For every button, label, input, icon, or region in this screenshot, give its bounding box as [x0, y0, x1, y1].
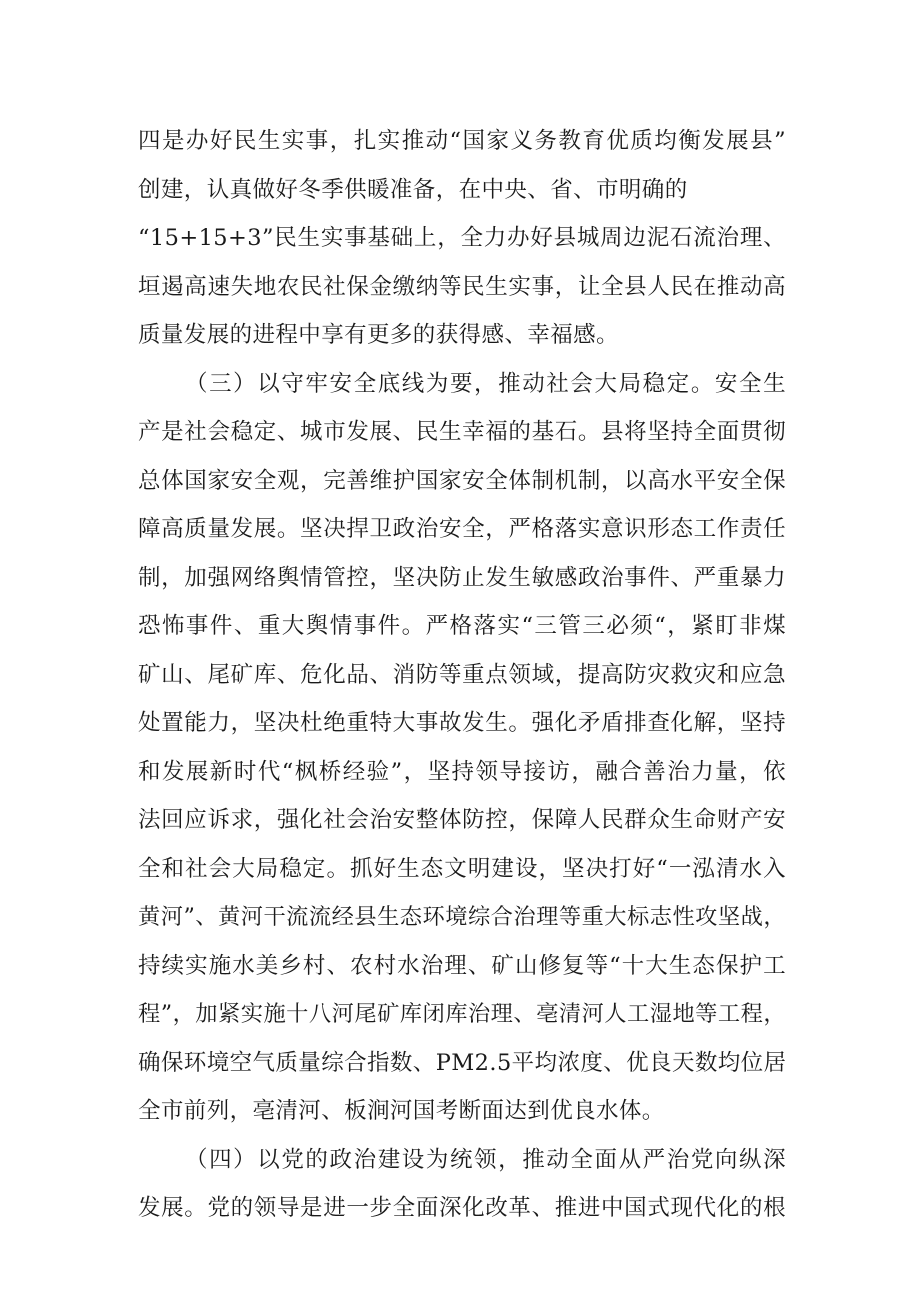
text-line: 创建，认真做好冬季供暖准备，在中央、省、市明确的	[138, 176, 688, 203]
text-line: 全和社会大局稳定。抓好生态文明建设，坚决打好“一泓清水入	[138, 855, 786, 882]
text-line: 和发展新时代“枫桥经验”，坚持领导接访，融合善治力量，依	[138, 758, 786, 785]
text-line: 四是办好民生实事，扎实推动“国家义务教育优质均衡发展县”	[138, 128, 786, 154]
text-line: 全市前列，亳清河、板涧河国考断面达到优良水体。	[138, 1098, 665, 1124]
text-line: 质量发展的进程中享有更多的获得感、幸福感。	[138, 322, 619, 348]
text-line: 黄河”、黄河干流流经县生态环境综合治理等重大标志性攻坚战，	[138, 904, 786, 930]
text-line: 矿山、尾矿库、危化品、消防等重点领域，提高防灾救灾和应急	[138, 661, 786, 688]
text-line: 障高质量发展。坚决捍卫政治安全，严格落实意识形态工作责任	[138, 516, 786, 542]
text-line: 制，加强网络舆情管控，坚决防止发生敏感政治事件、严重暴力	[138, 564, 786, 591]
text-line: 总体国家安全观，完善维护国家安全体制机制，以高水平安全保	[138, 467, 786, 494]
text-line: 恐怖事件、重大舆情事件。严格落实“三管三必须“，紧盯非煤	[138, 613, 786, 639]
text-line: 处置能力，坚决杜绝重特大事故发生。强化矛盾排查化解，坚持	[138, 710, 786, 736]
document-page	[138, 117, 786, 1233]
text-line: 法回应诉求，强化社会治安整体防控，保障人民群众生命财产安	[138, 807, 786, 833]
text-line: 产是社会稳定、城市发展、民生幸福的基石。县将坚持全面贯彻	[138, 419, 786, 445]
text-line: 发展。党的领导是进一步全面深化改革、推进中国式现代化的根	[138, 1195, 786, 1221]
text-line: 程”，加紧实施十八河尾矿库闭库治理、亳清河人工湿地等工程，	[138, 1001, 786, 1027]
paragraph-heading-line: （四）以党的政治建设为统领，推动全面从严治党向纵深	[185, 1146, 786, 1173]
text-line: “15+15+3”民生实事基础上，全力办好县城周边泥石流治理、	[138, 225, 786, 251]
paragraph-heading-line: （三）以守牢安全底线为要，推动社会大局稳定。安全生	[185, 370, 786, 397]
text-line: 确保环境空气质量综合指数、PM2.5平均浓度、优良天数均位居	[138, 1049, 786, 1076]
text-line: 垣遏高速失地农民社保金缴纳等民生实事，让全县人民在推动高	[138, 273, 786, 300]
text-line: 持续实施水美乡村、农村水治理、矿山修复等“十大生态保护工	[138, 952, 786, 979]
